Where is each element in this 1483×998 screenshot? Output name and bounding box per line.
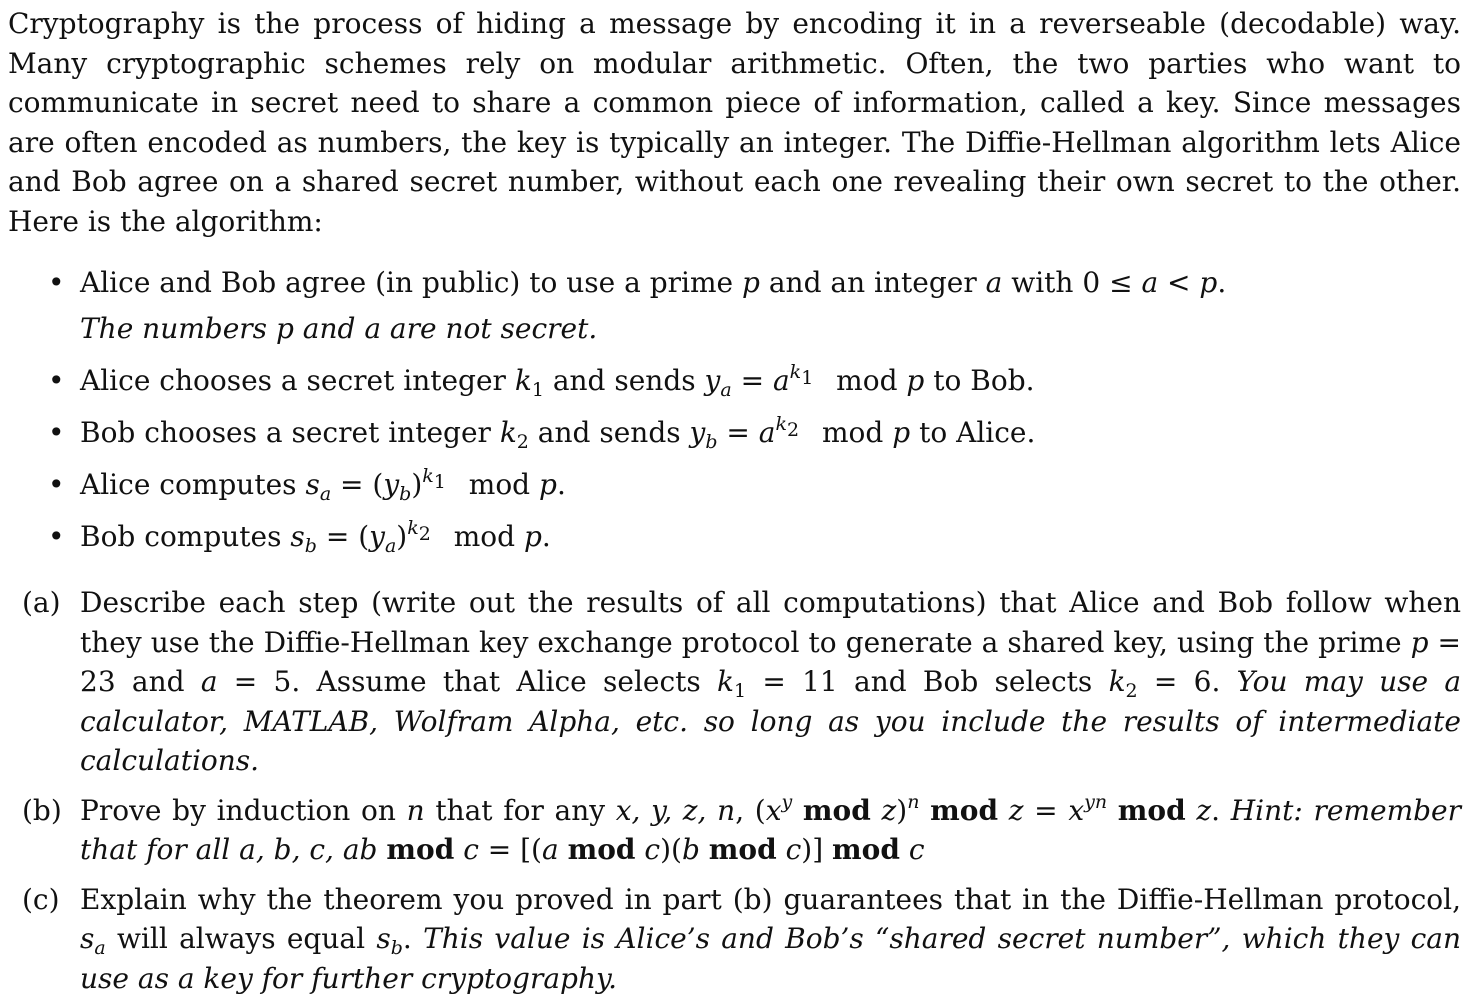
question-parts bbox=[8, 583, 1461, 998]
bullet-icon: • bbox=[48, 263, 65, 303]
step-agree: • Alice and Bob agree (in public) to use a prime p and an integer a with 0 ≤ a < p. The numbers p and a are not secret. bbox=[8, 263, 1461, 349]
part-b-label: (b) bbox=[22, 791, 62, 831]
bullet-icon: • bbox=[48, 413, 65, 453]
bullet-icon: • bbox=[48, 361, 65, 401]
value-k2: 6 bbox=[1194, 665, 1212, 698]
step-bob-computes: • Bob computes $s_b = (y_a)^{k_2}$ mod p. bbox=[8, 517, 1461, 557]
part-c-label: (c) bbox=[22, 880, 60, 920]
part-b: (b) Prove by induction on n that for any x, y, z, n, ($x^y$ mod z)$^n$ mod $z = x^{yn}$ mod z. Hint: remember that for all a, b, c, ab mod c = [(a mod c)(b mod c)] mod c bbox=[8, 791, 1461, 870]
step-bob-sends: • Bob chooses a secret integer $k_2$ and sends $y_b = a^{k_2}$ mod p to Alice. bbox=[8, 413, 1461, 453]
part-c: (c) Explain why the theorem you proved in part (b) guarantees that in the Diffie-Hellman protocol, $s_a$ will always equal $s_b$. This value is Alice’s and Bob’s “shared secret number”, which they can use as a key for further cryptography. bbox=[8, 880, 1461, 998]
part-a-label: (a) bbox=[22, 583, 61, 623]
value-a: 5 bbox=[274, 665, 292, 698]
part-a: (a) Describe each step (write out the results of all computations) that Alice and Bob follow when they use the Diffie-Hellman key exchange protocol to generate a shared key, using the prime p = 23 and a = 5. Assume that Alice selects $k_1 = 11$ and Bob selects $k_2 = 6$. You may use a calculator, MATLAB, Wolfram Alpha, etc. so long as you include the results of intermediate calculations. bbox=[8, 583, 1461, 781]
value-p: 23 bbox=[80, 665, 116, 698]
step-alice-computes: • Alice computes $s_a = (y_b)^{k_1}$ mod p. bbox=[8, 465, 1461, 505]
step-agree-note: The numbers p and a are not secret. bbox=[80, 309, 1461, 349]
value-k1: 11 bbox=[802, 665, 838, 698]
algorithm-steps bbox=[8, 263, 1461, 557]
step-alice-sends: • Alice chooses a secret integer $k_1$ and sends $y_a = a^{k_1}$ mod p to Bob. bbox=[8, 361, 1461, 401]
intro-paragraph: Cryptography is the process of hiding a message by encoding it in a reverseable (decodable) way. Many cryptographic schemes rely on modular arithmetic. Often, the two parties who want to communicate in secret need to share a common piece of information, called a key. Since messages are often encoded as numbers, the key is typically an integer. The Diffie-Hellman algorithm lets Alice and Bob agree on a shared secret number, without each one revealing their own secret to the other. Here is the algorithm: bbox=[8, 4, 1461, 241]
bullet-icon: • bbox=[48, 465, 65, 505]
bullet-icon: • bbox=[48, 517, 65, 557]
